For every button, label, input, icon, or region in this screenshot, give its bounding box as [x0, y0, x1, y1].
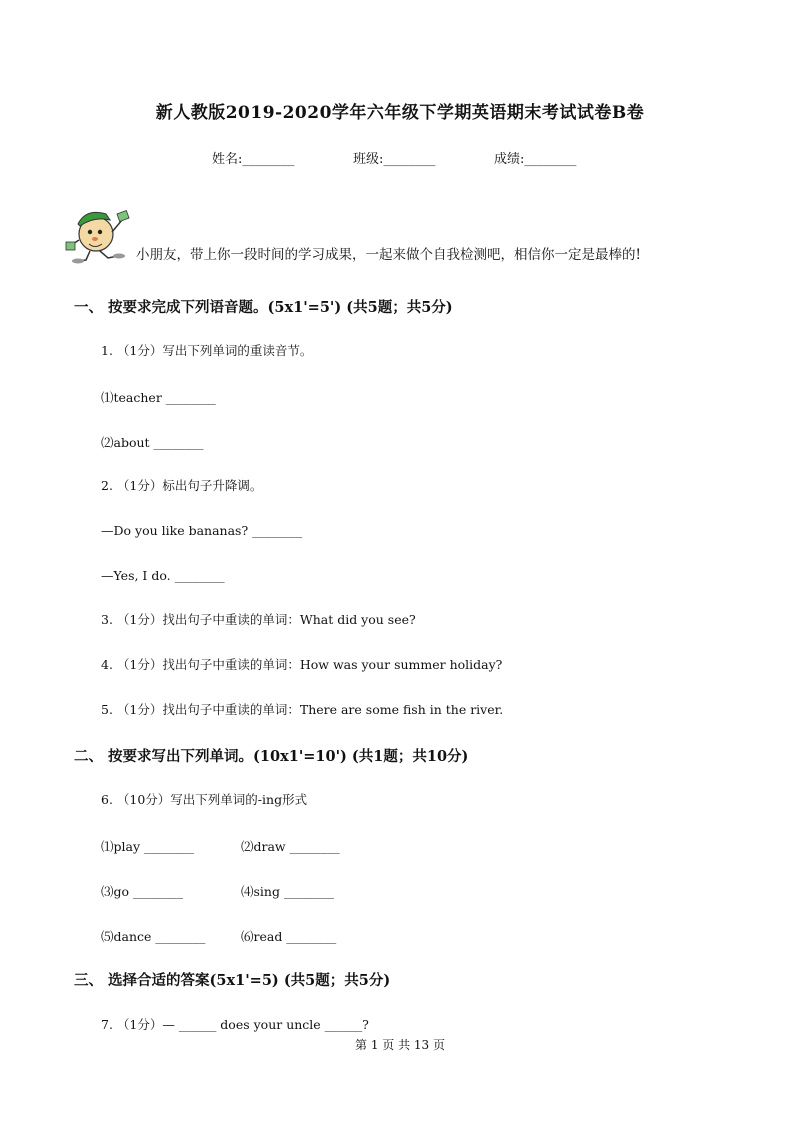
question-2: 2. （1分）标出句子升降调。 [101, 478, 263, 493]
question-2-line-2: —Yes, I do. ________ [101, 568, 225, 583]
question-6-item-4: ⑷sing ________ [241, 884, 334, 899]
question-2-line-1: —Do you like bananas? ________ [101, 523, 303, 538]
question-6-item-6: ⑹read ________ [241, 929, 337, 944]
cartoon-mascot-icon [64, 206, 134, 264]
section-heading-1: 一、 按要求完成下列语音题。(5x1'=5') (共5题；共5分) [74, 299, 453, 316]
question-1-part-2: ⑵about ________ [101, 435, 204, 450]
question-6: 6. （10分）写出下列单词的-ing形式 [101, 792, 308, 807]
student-class-field: 班级:________ [353, 152, 436, 167]
question-7: 7. （1分）— ______ does your uncle ______? [101, 1017, 369, 1032]
intro-text: 小朋友，带上你一段时间的学习成果，一起来做个自我检测吧，相信你一定是最棒的! [136, 247, 641, 263]
student-name-field: 姓名:________ [212, 152, 295, 167]
question-6-item-2: ⑵draw ________ [241, 839, 340, 854]
question-4: 4. （1分）找出句子中重读的单词：How was your summer holiday? [101, 657, 503, 672]
section-heading-2: 二、 按要求写出下列单词。(10x1'=10') (共1题；共10分) [74, 748, 469, 765]
question-1: 1. （1分）写出下列单词的重读音节。 [101, 343, 313, 358]
question-3: 3. （1分）找出句子中重读的单词：What did you see? [101, 612, 416, 627]
question-1-part-1: ⑴teacher ________ [101, 390, 216, 405]
page-title: 新人教版2019-2020学年六年级下学期英语期末考试试卷B卷 [155, 103, 645, 123]
question-6-item-1: ⑴play ________ [101, 839, 194, 854]
question-6-item-5: ⑸dance ________ [101, 929, 206, 944]
question-6-item-3: ⑶go ________ [101, 884, 184, 899]
student-score-field: 成绩:________ [494, 152, 577, 167]
question-5: 5. （1分）找出句子中重读的单词：There are some fish in the river. [101, 702, 504, 717]
page-footer: 第 1 页 共 13 页 [355, 1038, 445, 1052]
section-heading-3: 三、 选择合适的答案(5x1'=5) (共5题；共5分) [74, 972, 391, 989]
